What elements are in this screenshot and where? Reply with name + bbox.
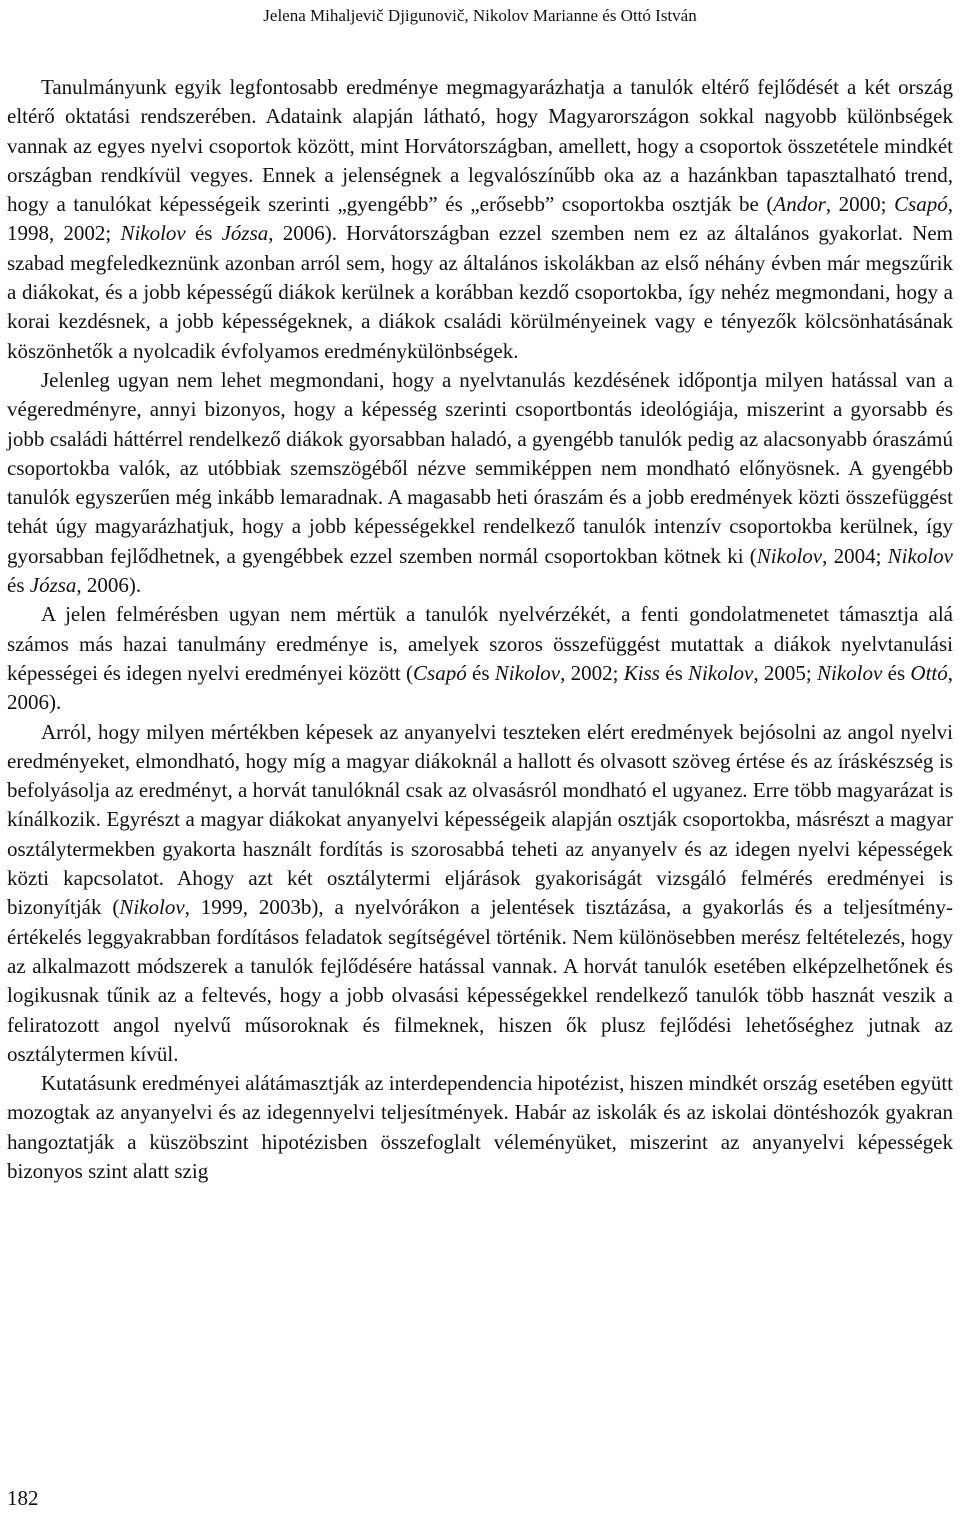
text-run: , 2006). [7, 660, 953, 715]
text-run: , 2005; [753, 660, 818, 685]
cited-author: Nikolov [494, 660, 561, 685]
cited-author: Csapó [894, 192, 948, 217]
text-run: , 1998, 2002; [7, 192, 953, 246]
text-run: és [659, 660, 689, 685]
cited-author: Józsa [29, 573, 77, 598]
text-run: és [7, 573, 30, 598]
cited-author: Kiss [623, 660, 660, 685]
cited-author: Nikolov [120, 221, 186, 246]
body-text [7, 73, 953, 1186]
text-run: , 2004; [822, 543, 888, 568]
paragraph [7, 600, 953, 717]
cited-author: Nikolov [688, 660, 754, 685]
text-run: és [466, 660, 495, 685]
cited-author: Csapó [413, 660, 467, 685]
text-run: , 2002; [560, 660, 624, 685]
text-run: A jelen felmérésben ugyan nem mértük a tanulók nyelvérzékét, a fenti gondolatmenetet támasztja alá számos más hazai tanulmány eredménye is, amelyek szoros összefüggést mutattak a diákok nyelvtanulási képességei és idegen nyelvi eredményei között ( [7, 602, 953, 685]
cited-author: Nikolov [887, 543, 953, 568]
text-run: és [185, 221, 222, 246]
text-run: Jelenleg ugyan nem lehet megmondani, hogy a nyelvtanulás kezdésének időpontja milyen hatással van a végeredményre, annyi bizonyos, hogy a képesség szerinti csoportbontás ideológiája, miszerint a gyorsabb és jobb családi háttérrel rendelkező diákok gyorsabban haladó, a gyengébb tanulók pedig az alacsonyabb óraszámú csoportokba valók, az utóbbiak szemszögéből nézve semmiképpen nem mondható előnyösnek. A gyengébb tanulók egyszerűen még inkább lemaradnak. A magasabb heti óraszám és a jobb eredmények közti összefüggést tehát úgy magyarázhatjuk, hogy a jobb képességekkel rendelkező tanulók intenzív csoportokba kerülnek, így gyorsabban fejlődhetnek, a gyengébbek ezzel szemben normál csoportokban kötnek ki ( [7, 367, 953, 568]
text-run: Kutatásunk eredményei alátámasztják az interdependencia hipotézist, hiszen mindkét ország esetében együtt mozogtak az anyanyelvi és az idegennyelvi teljesítmények. Habár az iskolák és az iskolai döntéshozók gyakran hangoztatják a küszöbszint hipotézisben összefoglalt véleményüket, miszerint az anyanyelvi képességek bizonyos szint alatt szig [7, 1071, 953, 1183]
page-number: 182 [7, 1486, 39, 1510]
paragraph [7, 1069, 953, 1186]
paragraph [7, 73, 953, 366]
running-head: Jelena Mihaljevič Djigunovič, Nikolov Marianne és Ottó István [263, 6, 697, 25]
cited-author: Ottó [910, 660, 948, 685]
cited-author: Józsa [221, 221, 269, 246]
text-run: és [882, 660, 911, 685]
text-run: Tanulmányunk egyik legfontosabb eredménye megmagyarázhatja a tanulók eltérő fejlődését a két ország eltérő oktatási rendszerében. Adataink alapján látható, hogy Magyarországon sokkal nagyobb különbségek vannak az egyes nyelvi csoportok között, mint Horvátországban, amellett, hogy a csoportok összetétele mindkét országban rendkívül vegyes. Ennek a jelenségnek a legvalószínűbb oka az a hazánkban tapasztalható trend, hogy a tanulókat képességeik szerinti „gyengébb” és „erősebb” csoportokba osztják be ( [7, 75, 953, 217]
cited-author: Andor [773, 192, 826, 217]
text-run: , 2006). [76, 573, 142, 598]
text-run: , 2006). Horvátországban ezzel szemben nem ez az általános gyakorlat. Nem szabad megfeledkeznünk azonban arról sem, hogy az általános iskolákban az első néhány évben már megszűrik a diákokat, és a jobb képességű diákok kerülnek a korábban kezdő csoportokba, így nehéz megmondani, hogy a korai kezdésnek, a jobb képességeknek, a diákok családi körülményeinek vagy e tényezők kölcsönhatásának köszönhetők a nyolcadik évfolyamos eredménykülönbségek. [7, 221, 953, 363]
cited-author: Nikolov [756, 543, 823, 568]
cited-author: Nikolov [817, 660, 883, 685]
cited-author: Nikolov [119, 895, 185, 920]
text-run: Arról, hogy milyen mértékben képesek az anyanyelvi teszteken elért eredmények bejósolni az angol nyelvi eredményeket, elmondható, hogy míg a magyar diákoknál a hallott és olvasott szöveg értése és az íráskészség is befolyásolja az eredményt, a horvát tanulóknál csak az olvasásról mondható el ugyanez. Erre több magyarázat is kínálkozik. Egyrészt a magyar diákokat anyanyelvi képességeik alapján osztják csoportokba, másrészt a magyar osztálytermekben gyakorta használt fordítás is szorosabbá teheti az anyanyelv és az idegen nyelvi képességek közti kapcsolatot. Ahogy azt két osztálytermi eljárások gyakoriságát vizsgáló felmérés eredményei is bizonyítják ( [7, 719, 953, 920]
paragraph [7, 718, 953, 1070]
text-run: , 1999, 2003b), a nyelvórákon a jelentések tisztázása, a gyakorlás és a teljesítmény-értékelés leggyakrabban fordításos feladatok segítségével történik. Nem különösebben merész feltételezés, hogy az alkalmazott módszerek a tanulók fejlődésére hatással vannak. A horvát tanulók esetében elképzelhetőnek és logikusnak tűnik az a feltevés, hogy a jobb olvasási képességekkel rendelkező tanulók több hasznát veszik a feliratozott angol nyelvű műsoroknak és filmeknek, hiszen ők plusz fejlődési lehetőséghez jutnak az osztálytermen kívül. [7, 895, 953, 1066]
paragraph [7, 366, 953, 600]
text-run: , 2000; [825, 192, 895, 217]
